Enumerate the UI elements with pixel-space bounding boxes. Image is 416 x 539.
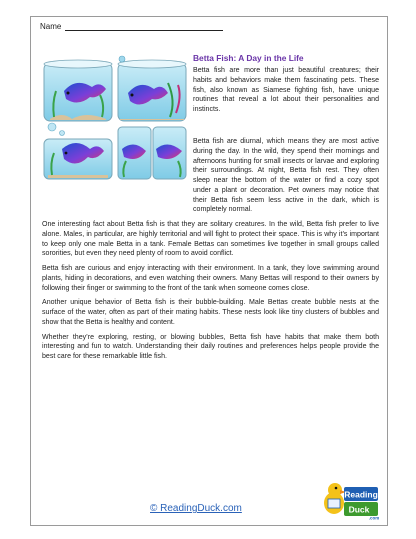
name-write-line[interactable]: [65, 22, 223, 31]
tank-top-right: [118, 56, 186, 121]
paragraph-intro: [193, 66, 379, 115]
logo-word-reading: Reading: [344, 489, 378, 500]
reading-duck-logo: [322, 473, 380, 521]
paragraph-5: Another unique behavior of Betta fish is their bubble-building. Male Bettas create bubble nests at the surface of the water, often as part of their mating habits. These nests look like tiny clusters of bubbles and show that the Betta is healthy and content.: [42, 299, 379, 326]
logo-word-com: .com: [368, 515, 380, 521]
paragraph-4: Betta fish are curious and enjoy interacting with their environment. In a tank, they love swimming around plants, hiding in decorations, and even watching their owners. Many Bettas will respond to their owners by following their finger or swimming to the front of the tank when someone comes close.: [42, 265, 379, 292]
logo-word-duck: Duck: [348, 504, 370, 515]
name-label: Name: [40, 22, 62, 31]
article-body: [42, 137, 379, 362]
paragraph-2: Betta fish are diurnal, which means they are most active during the day. In the wild, they spend their mornings and afternoons hunting for small insects or larvae and exploring their surroundings. At night, Betta fish rest. They often sleep near the bottom of the water or find a cozy spot under a plant or decoration. Pet owners may notice that their Betta fish seem less active in the dark, which is completely normal.: [193, 138, 379, 214]
paragraph-6: Whether they’re exploring, resting, or blowing bubbles, Betta fish have habits that make them both interesting and fun to watch. Understanding their daily routines and preferences helps people provide the best care for these remarkable little fish.: [42, 333, 379, 360]
paragraph-1: Betta fish are more than just beautiful creatures; their habits and behaviors make them fascinating pets. These fish, also known as Siamese fighting fish, have unique routines that reveal a lot about their personalities and instincts.: [193, 67, 379, 113]
name-field: [40, 22, 223, 31]
reading-duck-link[interactable]: © ReadingDuck.com: [150, 503, 242, 514]
article-title: Betta Fish: A Day in the Life: [193, 53, 304, 63]
tank-top-left: [44, 60, 112, 121]
reading-duck-logo-icon: [322, 473, 380, 521]
paragraph-3: One interesting fact about Betta fish is that they are solitary creatures. In the wild, Betta fish prefer to live alone. Males, in particular, are highly territorial and will fight to protect their space. This is why it’s important to keep only one male Betta in a tank. Female Bettas can sometimes live together in small groups called sororities, but even they need plenty of room to avoid conflict.: [42, 221, 379, 258]
